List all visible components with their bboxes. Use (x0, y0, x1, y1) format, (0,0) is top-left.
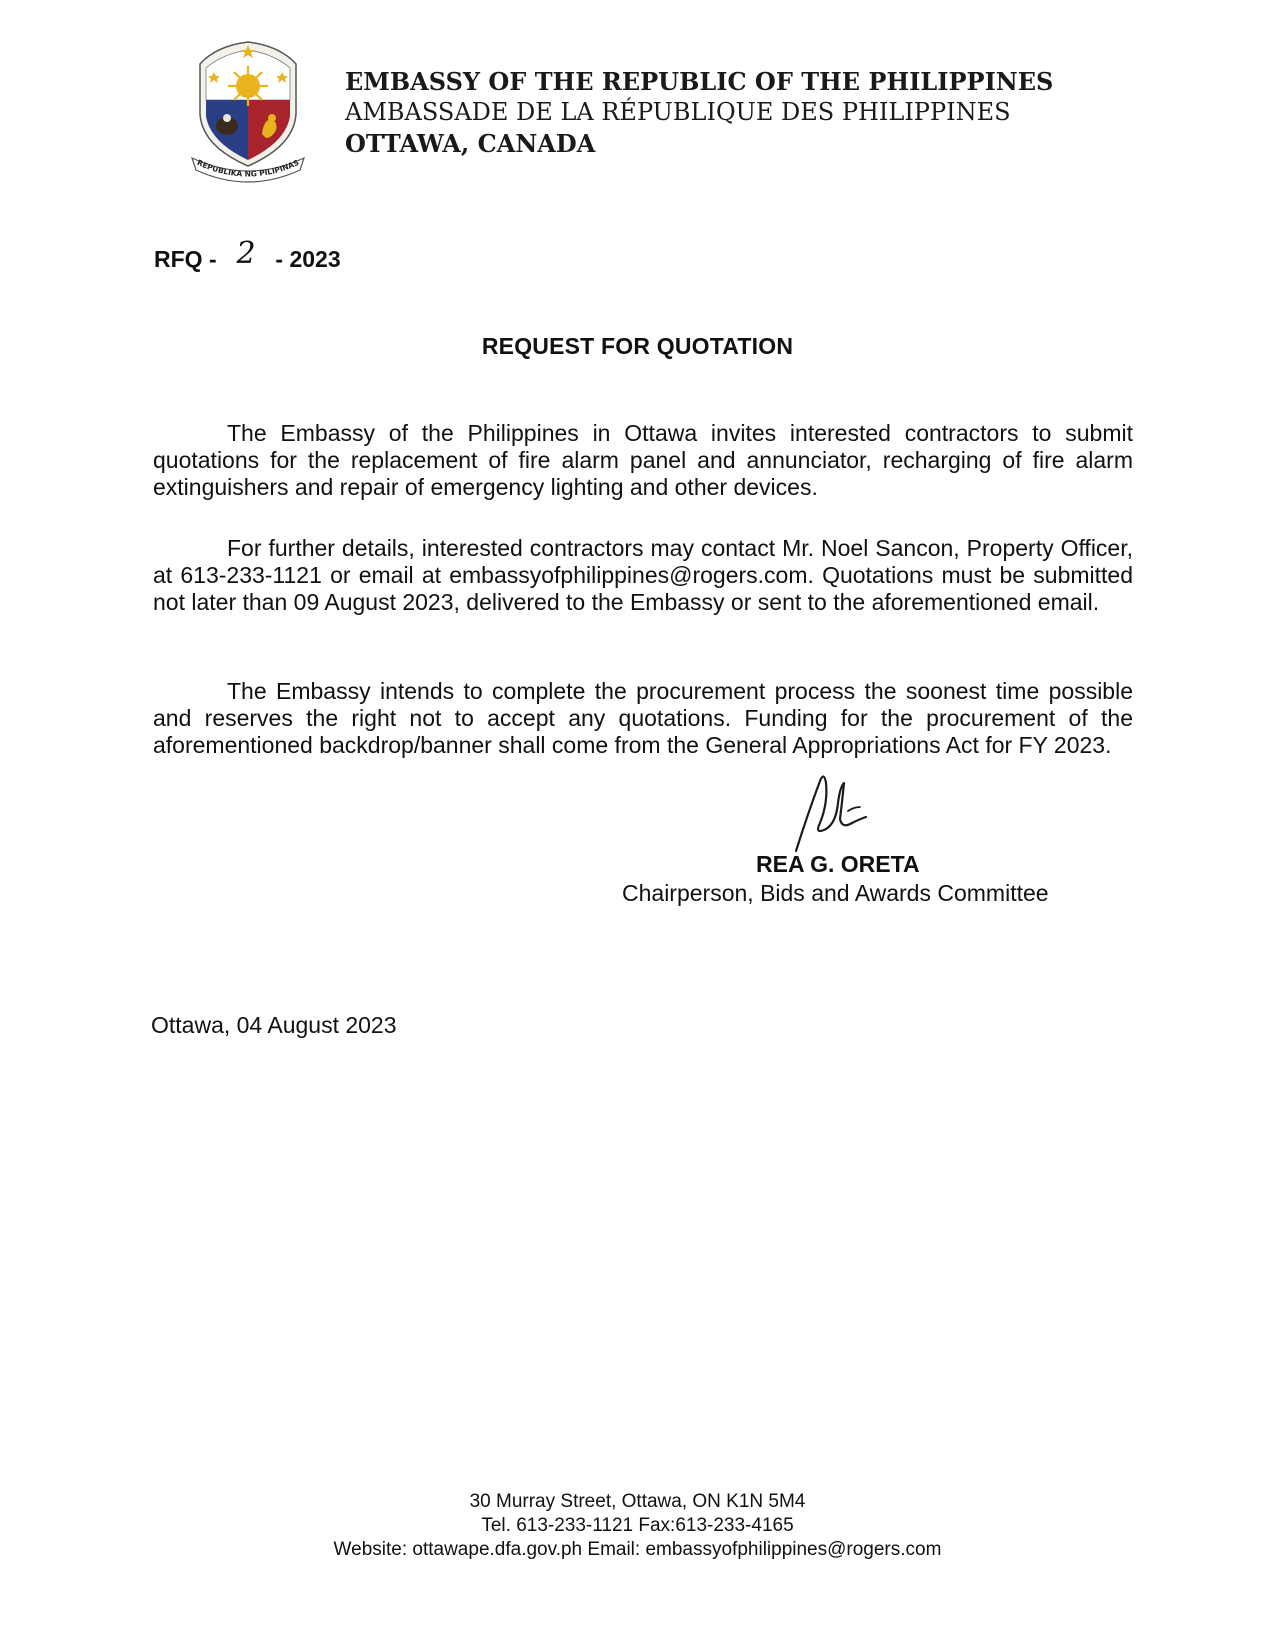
rfq-prefix: RFQ - (154, 246, 217, 272)
footer-contact (0, 1490, 1275, 1562)
paragraph-invitation (153, 420, 1133, 501)
embassy-name-french: AMBASSADE DE LA RÉPUBLIQUE DES PHILIPPINES (345, 98, 1011, 126)
seal-scroll-text: REPUBLIKA NG PILIPINAS (195, 157, 301, 179)
footer-phone: Tel. 613-233-1121 Fax:613-233-4165 (481, 1515, 794, 1536)
rfq-reference (154, 236, 341, 275)
paragraph-text: The Embassy intends to complete the procurement process the soonest time possible and reserves the right not to accept any quotations. Funding for the procurement of the aforementioned backdrop/banner shall come from the General Appropriations Act for FY 2023. (153, 678, 1133, 758)
signatory-name: REA G. ORETA (756, 851, 920, 877)
handwritten-signature (790, 773, 900, 853)
paragraph-text: The Embassy of the Philippines in Ottawa invites interested contractors to submit quotations for the replacement of fire alarm panel and annunciator, recharging of fire alarm extinguishers and repair of emergency lighting and other devices. (153, 420, 1133, 500)
rfq-number-handwritten: 2 (236, 236, 256, 271)
signatory-position: Chairperson, Bids and Awards Committee (622, 880, 1049, 906)
footer-web-email: Website: ottawape.dfa.gov.ph Email: embassyofphilippines@rogers.com (333, 1539, 942, 1560)
footer-address: 30 Murray Street, Ottawa, ON K1N 5M4 (469, 1491, 806, 1512)
paragraph-contact (153, 535, 1133, 616)
paragraph-text: For further details, interested contractors may contact Mr. Noel Sancon, Property Officer, at 613-233-1121 or email at embassyofphilippines@rogers.com. Quotations must be submitted not later than 09 August 2023, delivered to the Embassy or sent to the aforementioned email. (153, 535, 1133, 615)
paragraph-procurement (153, 678, 1133, 759)
coat-of-arms-icon (186, 38, 310, 188)
embassy-location: OTTAWA, CANADA (345, 129, 596, 158)
document-title: REQUEST FOR QUOTATION (481, 333, 794, 359)
place-and-date: Ottawa, 04 August 2023 (151, 1012, 397, 1038)
rfq-year: - 2023 (275, 246, 341, 272)
letterhead (345, 66, 1053, 159)
embassy-name-english: EMBASSY OF THE REPUBLIC OF THE PHILIPPINES (345, 67, 1054, 96)
